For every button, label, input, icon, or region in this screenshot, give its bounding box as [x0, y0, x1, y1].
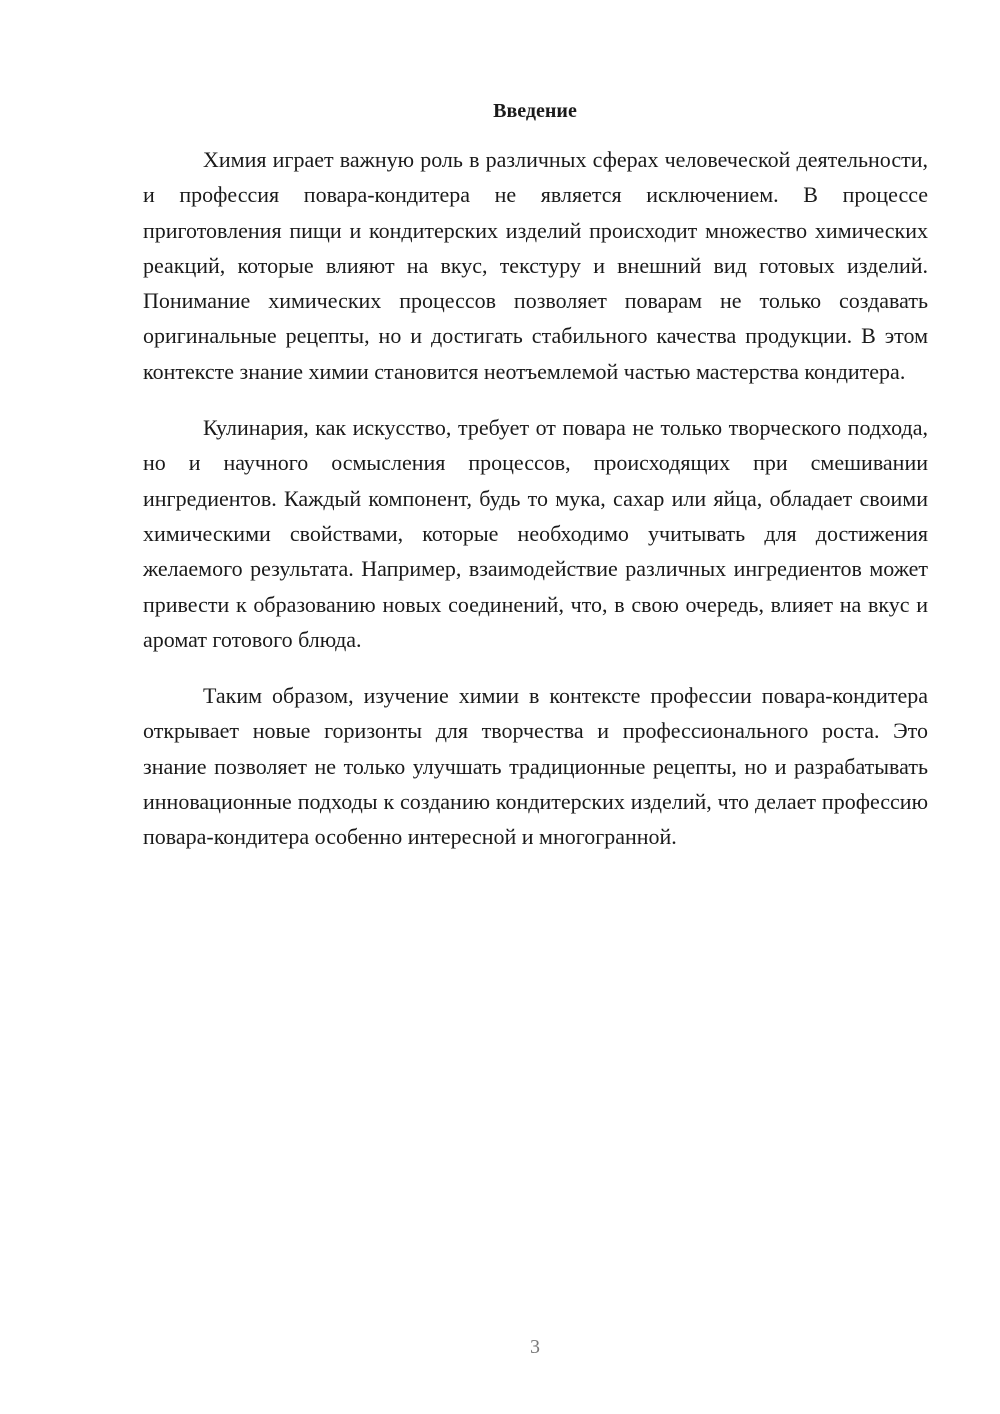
- paragraph-1: Химия играет важную роль в различных сферах человеческой деятельности, и профессия повара-кондитера не является исключением. В процессе приготовления пищи и кондитерских изделий происходит множество химических реакций, которые влияют на вкус, текстуру и внешний вид готовых изделий. Понимание химических процессов позволяет поварам не только создавать оригинальные рецепты, но и достигать стабильного качества продукции. В этом контексте знание химии становится неотъемлемой частью мастерства кондитера.: [143, 147, 928, 384]
- page-number: 3: [530, 1336, 540, 1358]
- paragraph-3: Таким образом, изучение химии в контексте профессии повара-кондитера открывает новые горизонты для творчества и профессионального роста. Это знание позволяет не только улучшать традиционные рецепты, но и разрабатывать инновационные подходы к созданию кондитерских изделий, что делает профессию повара-кондитера особенно интересной и многогранной.: [143, 683, 928, 850]
- section-title: Введение: [493, 100, 577, 122]
- body-text: [143, 142, 928, 876]
- paragraph-2: Кулинария, как искусство, требует от повара не только творческого подхода, но и научного осмысления процессов, происходящих при смешивании ингредиентов. Каждый компонент, будь то мука, сахар или яйца, обладает своими химическими свойствами, которые необходимо учитывать для достижения желаемого результата. Например, взаимодействие различных ингредиентов может привести к образованию новых соединений, что, в свою очередь, влияет на вкус и аромат готового блюда.: [143, 415, 928, 652]
